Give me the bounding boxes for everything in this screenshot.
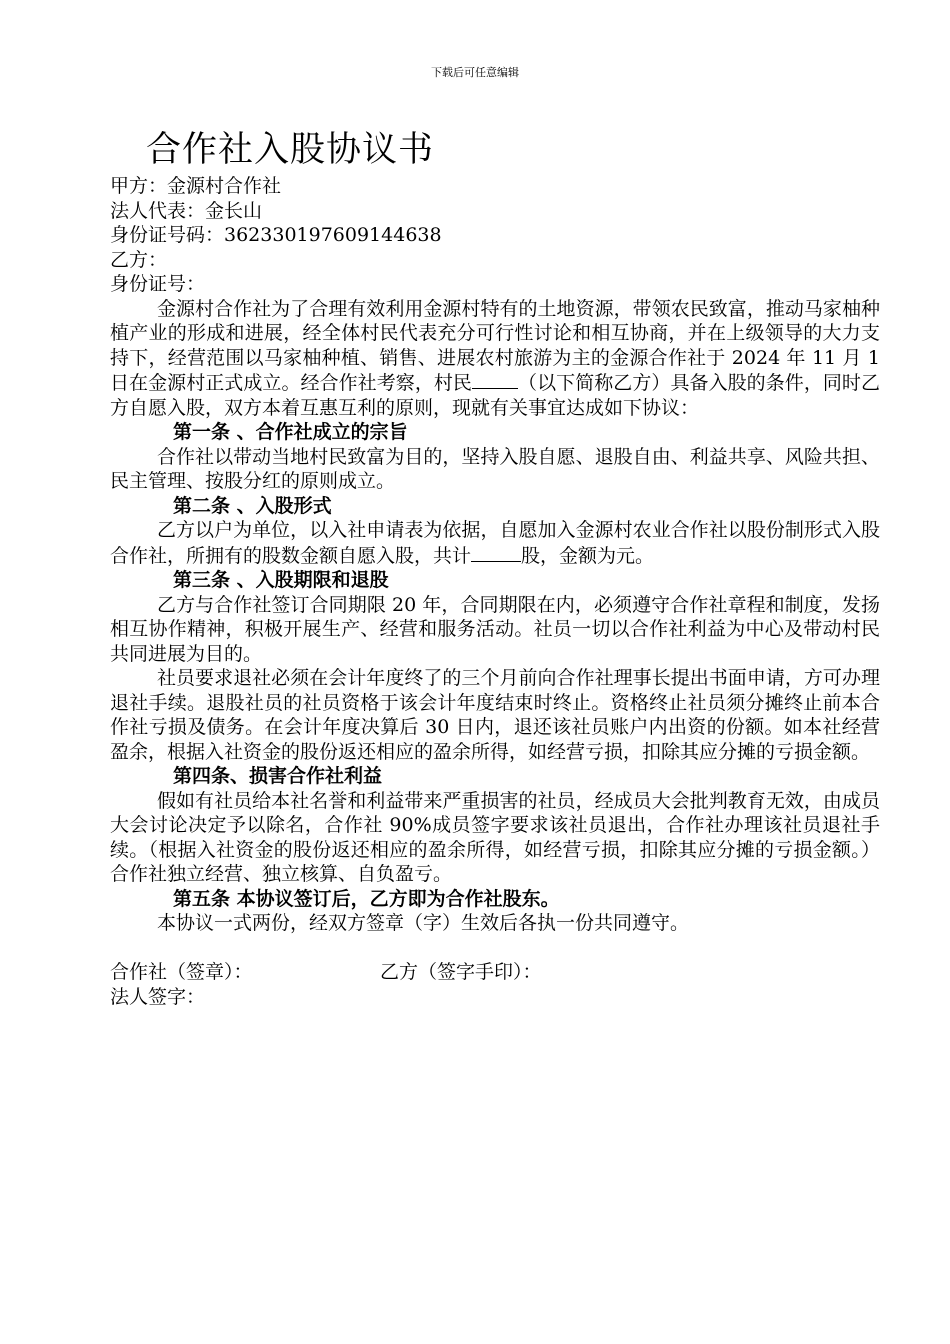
document-body (110, 174, 880, 1009)
intro-text-part-2: （以下简称乙方）具备入股的条件，同时乙方自愿入股，双方本着互惠互利的原则，现就有关事宜达成如下协议： (110, 372, 880, 419)
article-2-text-part-2: 股，金额为元。 (521, 544, 655, 567)
villager-name-blank (472, 370, 518, 389)
header-note: 下载后可任意编辑 (431, 66, 519, 79)
party-a: 甲方：金源村合作社 (110, 175, 282, 197)
article-5-heading: 第五条 本协议签订后，乙方即为合作社股东。 (173, 887, 560, 910)
party-b: 乙方： (110, 248, 168, 271)
legal-representative: 法人代表：金长山 (110, 199, 263, 222)
article-1-text: 合作社以带动当地村民致富为目的，坚持入股自愿、退股自由、利益共享、风险共担、民主管理、按股分红的原则成立。 (110, 445, 880, 492)
party-b-signature-label: 乙方（签字手印）： (380, 961, 542, 983)
article-3-text-1: 乙方与合作社签订合同期限 20 年，合同期限在内，必须遵守合作社章程和制度，发扬相互协作精神，积极开展生产、经营和服务活动。社员一切以合作社利益为中心及带动村民共同进展为目的。 (110, 593, 880, 665)
article-1-heading: 第一条 、合作社成立的宗旨 (173, 421, 408, 443)
intro-paragraph (110, 297, 880, 421)
article-2-text (110, 518, 880, 568)
cooperative-seal-label: 合作社（签章）： (110, 961, 253, 983)
legal-signature-label: 法人签字： (110, 985, 206, 1008)
article-3-text-2: 社员要求退社必须在会计年度终了的三个月前向合作社理事长提出书面申请，方可办理退社手续。退股社员的社员资格于该会计年度结束时终止。资格终止社员须分摊终止前本合作社亏损及债务。在会计年度决算后 30 日内，退还该社员账户内出资的份额。如本社经营盈余，根据入社资金的股份返还相应的盈余所得，如经营亏损，扣除其应分摊的亏损金额。 (110, 667, 880, 763)
article-4-heading: 第四条、损害合作社利益 (173, 765, 383, 787)
document-title: 合作社入股协议书 (146, 130, 435, 170)
intro-text-part-1: 金源村合作社为了合理有效利用金源村特有的土地资源，带领农民致富，推动马家柚种植产业的形成和进展，经全体村民代表充分可行性讨论和相互协商，并在上级领导的大力支持下，经营范围以马家柚种植、销售、进展农村旅游为主的金源合作社于 2024 年 11 月 1 日在金源村正式成立。经合作社考察，村民 (110, 297, 880, 394)
share-count-blank (471, 543, 521, 562)
signature-row (110, 960, 880, 985)
article-2-text-part-1: 乙方以户为单位，以入社申请表为依据，自愿加入金源村农业合作社以股份制形式入股合作社，所拥有的股数金额自愿入股，共计 (110, 519, 880, 567)
article-3-heading: 第三条 、入股期限和退股 (173, 569, 389, 591)
party-b-id: 身份证号： (110, 273, 206, 295)
id-number: 身份证号码：362330197609144638 (110, 224, 442, 246)
article-5-text: 本协议一式两份，经双方签章（字）生效后各执一份共同遵守。 (157, 912, 690, 934)
article-2-heading: 第二条 、入股形式 (173, 494, 332, 517)
spacer (110, 936, 880, 961)
article-4-text: 假如有社员给本社名誉和利益带来严重损害的社员，经成员大会批判教育无效，由成员大会讨论决定予以除名，合作社 90%成员签字要求该社员退出，合作社办理该社员退社手续。（根据入社资金的股份返还相应的盈余所得，如经营亏损，扣除其应分摊的亏损金额。） 合作社独立经营、独立核算、自负盈亏。 (110, 789, 880, 885)
